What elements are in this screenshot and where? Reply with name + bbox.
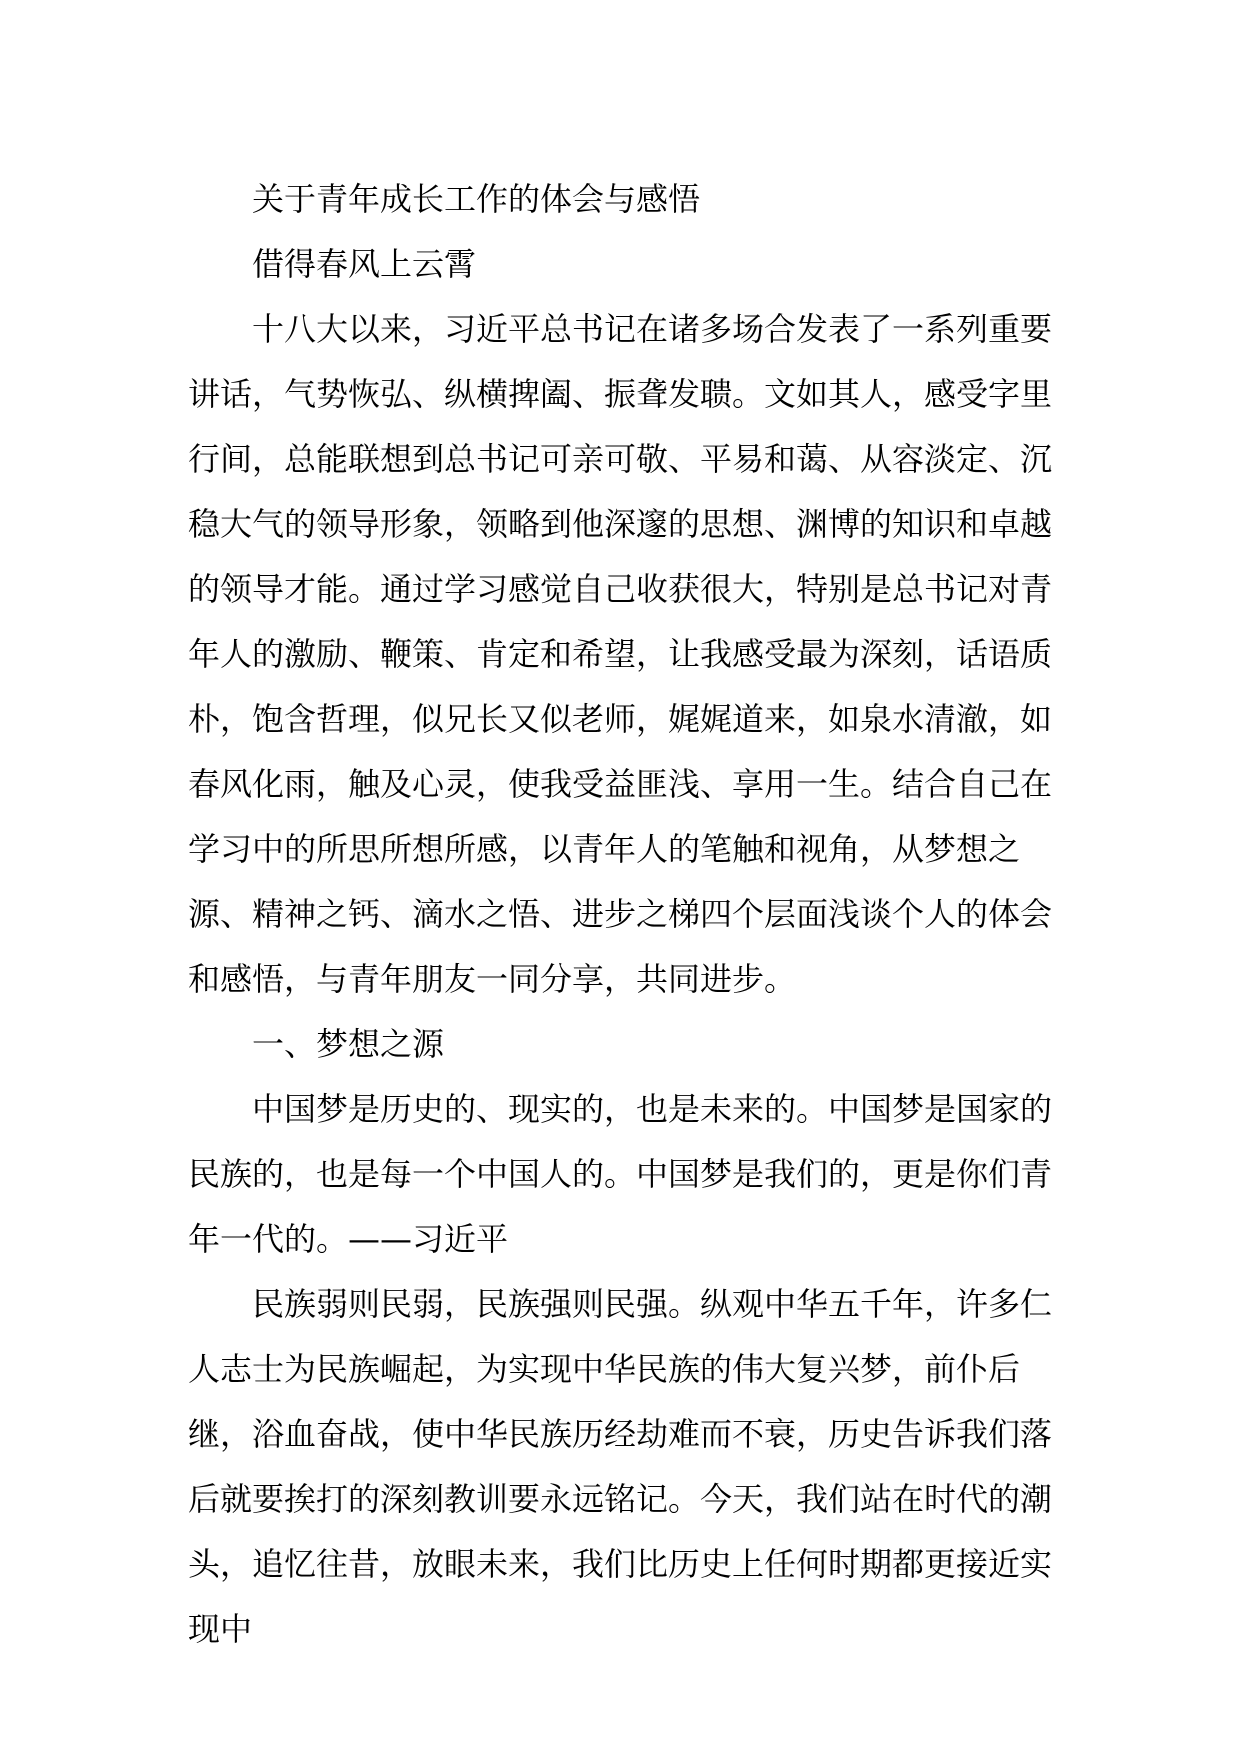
document-body <box>188 167 1078 1662</box>
document-title: 关于青年成长工作的体会与感悟 <box>252 180 701 218</box>
intro-paragraph: 十八大以来，习近平总书记在诸多场合发表了一系列重要讲话，气势恢弘、纵横捭阖、振聋发聩。文如其人，感受字里行间，总能联想到总书记可亲可敬、平易和蔼、从容淡定、沉稳大气的领导形象，领略到他深邃的思想、渊博的知识和卓越的领导才能。通过学习感觉自己收获很大，特别是总书记对青年人的激励、鞭策、肯定和希望，让我感受最为深刻，话语质朴，饱含哲理，似兄长又似老师，娓娓道来，如泉水清澈，如春风化雨，触及心灵，使我受益匪浅、享用一生。结合自己在学习中的所思所想所感，以青年人的笔触和视角，从梦想之源、精神之钙、滴水之悟、进步之梯四个层面浅谈个人的体会和感悟，与青年朋友一同分享，共同进步。 <box>188 310 1053 998</box>
body-paragraph: 民族弱则民弱，民族强则民强。纵观中华五千年，许多仁人志士为民族崛起，为实现中华民族的伟大复兴梦，前仆后继，浴血奋战，使中华民族历经劫难而不衰，历史告诉我们落后就要挨打的深刻教训要永远铭记。今天，我们站在时代的潮头，追忆往昔，放眼未来，我们比历史上任何时期都更接近实现中 <box>188 1285 1053 1648</box>
document-subtitle: 借得春风上云霄 <box>252 245 477 283</box>
quote-paragraph: 中国梦是历史的、现实的，也是未来的。中国梦是国家的民族的，也是每一个中国人的。中国梦是我们的，更是你们青年一代的。——习近平 <box>188 1090 1053 1258</box>
section-heading: 一、梦想之源 <box>252 1025 445 1063</box>
